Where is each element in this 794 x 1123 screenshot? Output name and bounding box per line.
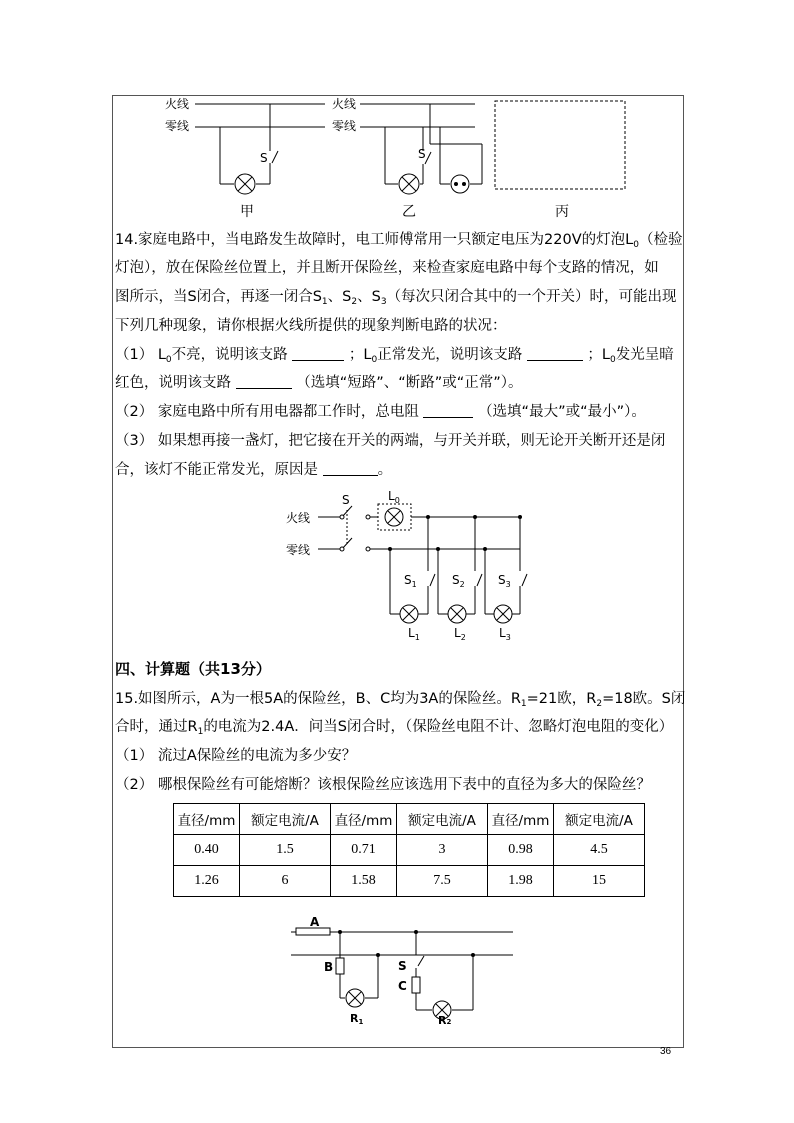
q14-line3: 图所示，当S闭合，再逐一闭合$S_1$、$S_2$、$S_3$（每次只闭合其中的一个开关）时，可能出现 [115,289,677,307]
figure-top-circuits [160,96,630,226]
header-current-1: 额定电流/A [240,804,331,835]
q14-part1: （1） $L_0$不亮，说明该支路 ；$L_0$正常发光，说明该支路 ；$L_0$发光呈暗 [115,347,674,365]
answer-blank-5[interactable] [323,461,378,476]
label-l0-sub: 0 [394,496,400,505]
table-cell: 1.58 [331,866,397,897]
label-switch-b: S [418,147,426,161]
label-live: 火线 [286,511,311,525]
fuse-table [173,803,645,897]
table-cell: 0.71 [331,835,397,866]
label-live-b: 火线 [332,97,357,111]
svg-text:R1 [350,1012,363,1024]
svg-text:L0 [388,489,400,505]
fuse-table-header [174,804,645,835]
label-s3: S [498,573,506,587]
q14-part3: （3） 如果想再接一盏灯，把它接在开关的两端，与开关并联，则无论开关断开还是闭 [115,433,666,449]
caption-c: 丙 [555,204,569,220]
label-neutral: 零线 [286,543,311,557]
label-neutral-a: 零线 [165,119,190,133]
q14-part2: （2） 家庭电路中所有用电器都工作时，总电阻 （选填“最大”或“最小”）。 [115,404,646,420]
caption-b: 乙 [402,204,416,220]
label-s1: S [404,573,412,587]
label-s2-sub: 2 [459,580,465,589]
figure-q14-circuit [280,486,540,644]
table-row [174,835,645,866]
q14-part3-cont: 合，该灯不能正常发光，原因是 。 [115,462,393,478]
answer-blank-1[interactable] [292,346,344,361]
label-switch-a: S [260,151,268,165]
q15-part2: （2） 哪根保险丝有可能熔断？该根保险丝应该选用下表中的直径为多大的保险丝？ [115,777,651,793]
fuse-a-icon [296,928,330,935]
header-diameter-3: 直径/mm [488,804,554,835]
svg-text:S2 [452,573,465,589]
header-current-3: 额定电流/A [554,804,645,835]
page-number: 36 [660,1046,672,1057]
label-r2: R [438,1014,447,1024]
q15-part1: （1） 流过A保险丝的电流为多少安？ [115,748,357,764]
label-l1-sub: 1 [414,633,420,642]
q14-part1-cont: 红色，说明该支路 （选填“短路”、“断路”或“正常”）。 [115,375,523,391]
label-s: S [398,959,407,973]
header-diameter-1: 直径/mm [174,804,240,835]
fuse-c-icon [412,977,420,993]
header-current-2: 额定电流/A [397,804,488,835]
table-row [174,866,645,897]
caption-a: 甲 [240,204,254,220]
socket-icon [451,175,469,193]
label-c: C [398,979,407,993]
label-s1-sub: 1 [411,580,417,589]
q14-line2: 灯泡），放在保险丝位置上，并且断开保险丝，来检查家庭电路中每个支路的情况，如 [115,260,659,276]
table-cell: 7.5 [397,866,488,897]
label-l2-sub: 2 [460,633,466,642]
table-cell: 1.98 [488,866,554,897]
header-diameter-2: 直径/mm [331,804,397,835]
label-r1: R [350,1012,359,1024]
q15-line1: 15.如图所示，A为一根5A的保险丝，B、C均为3A的保险丝。$R_1=21$欧，$R_2=18$欧。S闭 [115,691,686,709]
svg-text:L3 [499,626,511,642]
label-l0: L [388,489,395,503]
label-r1-sub: 1 [358,1018,364,1024]
label-s2: S [452,573,460,587]
label-live-a: 火线 [165,97,190,111]
answer-blank-2[interactable] [527,346,583,361]
label-l2: L [454,626,461,640]
q14-line4: 下列几种现象，请你根据火线所提供的现象判断电路的状况： [115,318,507,334]
table-cell: 0.40 [174,835,240,866]
label-r2-sub: 2 [446,1018,452,1024]
svg-text:S3 [498,573,511,589]
fuse-b-icon [336,958,344,974]
table-cell: 6 [240,866,331,897]
table-cell: 1.5 [240,835,331,866]
q14-line1: 14.家庭电路中，当电路发生故障时，电工师傅常用一只额定电压为220V的灯泡$L_0$（检验 [115,232,683,250]
table-cell: 0.98 [488,835,554,866]
label-l1: L [408,626,415,640]
answer-blank-4[interactable] [423,403,473,418]
label-b: B [324,960,334,974]
svg-text:L2 [454,626,466,642]
label-switch-s: S [342,493,350,507]
label-a: A [310,915,320,929]
label-l3-sub: 3 [505,633,511,642]
section-4-title: 四、计算题（共13分） [115,660,271,678]
table-cell: 15 [554,866,645,897]
answer-blank-3[interactable] [236,374,292,389]
label-l3: L [499,626,506,640]
table-cell: 1.26 [174,866,240,897]
table-cell: 4.5 [554,835,645,866]
q15-line2: 合时，通过$R_1$的电流为2.4A．问当S闭合时，（保险丝电阻不计、忽略灯泡电阻的变化） [115,719,674,737]
label-neutral-b: 零线 [332,119,357,133]
figure-q15-circuit [288,912,518,1024]
label-s3-sub: 3 [505,580,511,589]
empty-box-c [495,101,625,189]
svg-text:L1 [408,626,420,642]
svg-text:S1 [404,573,417,589]
table-cell: 3 [397,835,488,866]
